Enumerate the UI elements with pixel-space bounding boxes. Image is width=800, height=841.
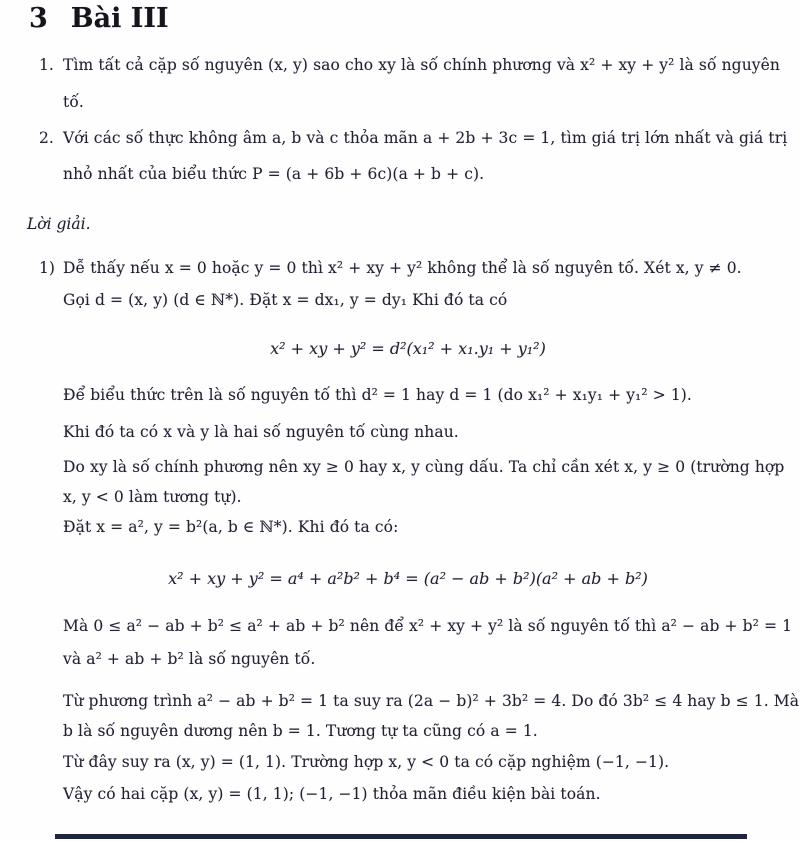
solution-line-8: Mà 0 ≤ a² − ab + b² ≤ a² + ab + b² nên để x² + xy + y² là số nguyên tố thì a² − ab + b² = 1	[63, 617, 793, 635]
solution-line-1: Dễ thấy nếu x = 0 hoặc y = 0 thì x² + xy + y² không thể là số nguyên tố. Xét x, y ≠ 0.	[63, 259, 742, 277]
solution-line-9: và a² + ab + b² là số nguyên tố.	[63, 650, 316, 668]
problem-1-line-1: Tìm tất cả cặp số nguyên (x, y) sao cho xy là số chính phương và x² + xy + y² là số nguyên	[63, 56, 780, 74]
problem-1-marker: 1.	[39, 56, 54, 74]
section-title: Bài III	[70, 3, 169, 34]
bottom-divider	[55, 834, 747, 839]
solution-line-7: Đặt x = a², y = b²(a, b ∈ ℕ*). Khi đó ta có:	[63, 518, 399, 536]
solution-line-12: Từ đây suy ra (x, y) = (1, 1). Trường hợp x, y < 0 ta có cặp nghiệm (−1, −1).	[63, 753, 670, 771]
problem-2-marker: 2.	[39, 129, 54, 147]
section-number: 3	[29, 3, 48, 34]
solution-line-11: b là số nguyên dương nên b = 1. Tương tự ta cũng có a = 1.	[63, 722, 538, 740]
solution-label: Lời giải.	[27, 215, 91, 233]
section-heading	[29, 3, 169, 34]
solution-line-13: Vậy có hai cặp (x, y) = (1, 1); (−1, −1) thỏa mãn điều kiện bài toán.	[63, 785, 601, 803]
problem-1-line-2: tố.	[63, 93, 84, 111]
solution-line-3: Để biểu thức trên là số nguyên tố thì d² = 1 hay d = 1 (do x₁² + x₁y₁ + y₁² > 1).	[63, 386, 692, 404]
solution-line-10: Từ phương trình a² − ab + b² = 1 ta suy ra (2a − b)² + 3b² = 4. Do đó 3b² ≤ 4 hay b ≤ 1. Mà	[63, 692, 800, 710]
equation-1: x² + xy + y² = d²(x₁² + x₁.y₁ + y₁²)	[270, 339, 546, 358]
solution-item-marker: 1)	[39, 259, 55, 277]
problem-2-line-2: nhỏ nhất của biểu thức P = (a + 6b + 6c)(a + b + c).	[63, 165, 485, 183]
solution-line-5: Do xy là số chính phương nên xy ≥ 0 hay x, y cùng dấu. Ta chỉ cần xét x, y ≥ 0 (trường hợp	[63, 458, 785, 476]
problem-2-line-1: Với các số thực không âm a, b và c thỏa mãn a + 2b + 3c = 1, tìm giá trị lớn nhất và giá trị	[63, 129, 788, 147]
solution-line-2: Gọi d = (x, y) (d ∈ ℕ*). Đặt x = dx₁, y = dy₁ Khi đó ta có	[63, 291, 508, 309]
equation-2: x² + xy + y² = a⁴ + a²b² + b⁴ = (a² − ab + b²)(a² + ab + b²)	[168, 569, 648, 588]
solution-line-6: x, y < 0 làm tương tự).	[63, 488, 242, 506]
solution-line-4: Khi đó ta có x và y là hai số nguyên tố cùng nhau.	[63, 423, 459, 441]
